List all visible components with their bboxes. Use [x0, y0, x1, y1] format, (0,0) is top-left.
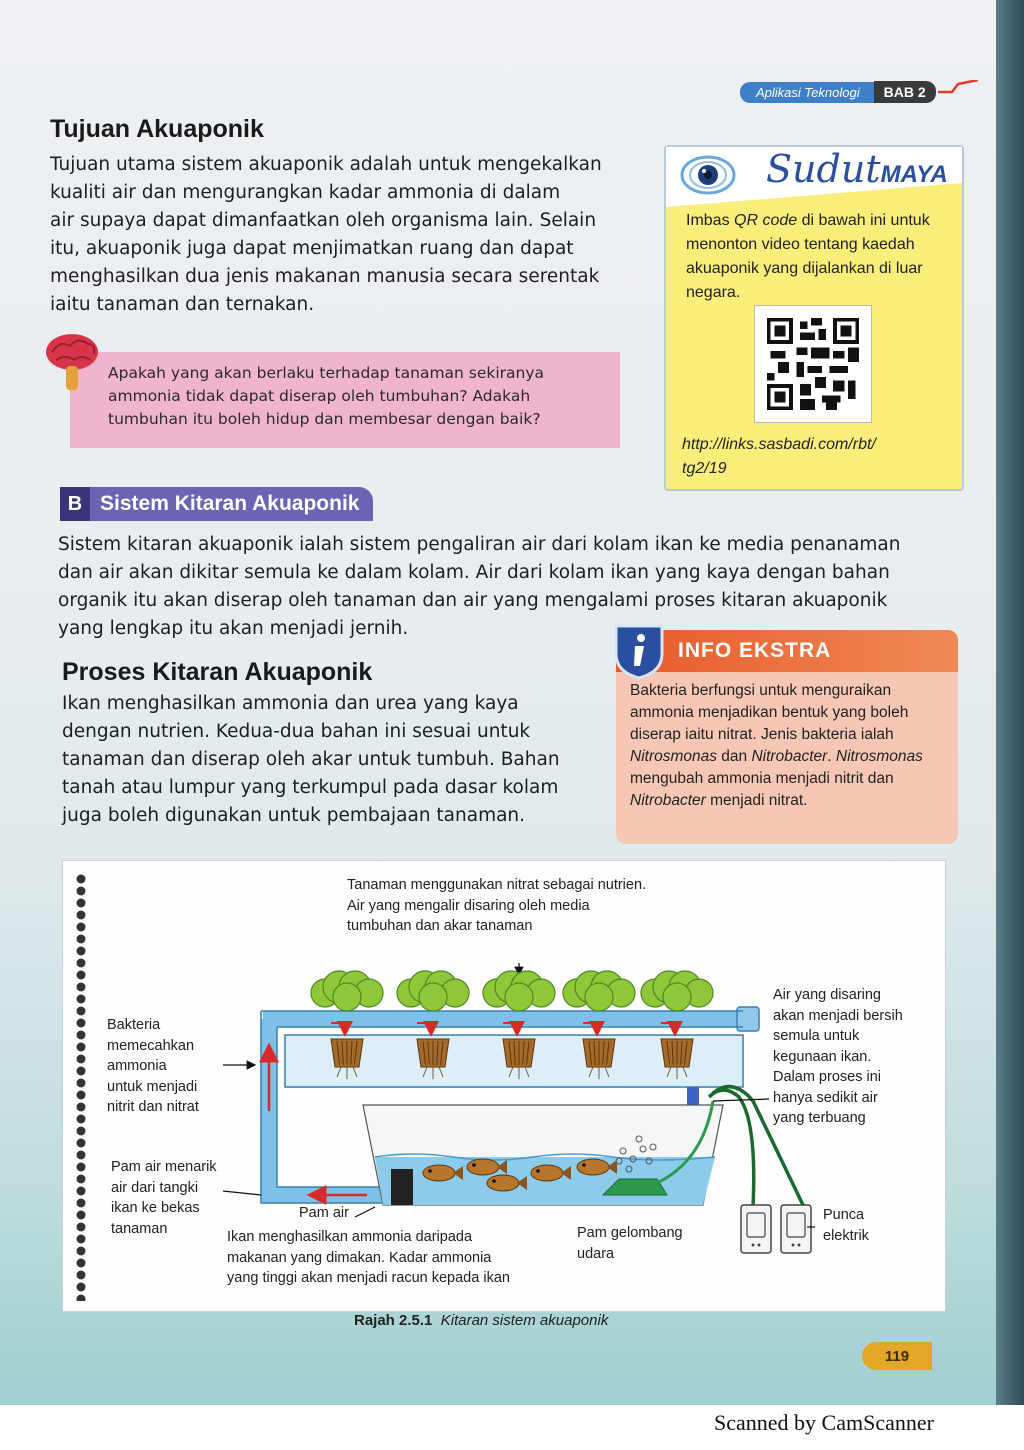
text-line: juga boleh digunakan untuk pembajaan tanaman.	[62, 805, 526, 826]
info-ekstra-text: Bakteria berfungsi untuk menguraikan ammonia menjadikan bentuk yang boleh diserap iaitu nitrat. Jenis bakteria ialah Nitrosmonas dan Nitrobacter. Nitrosmonas mengubah ammonia menjadi nitrit dan Nitrobacter menjadi nitrat.	[630, 682, 923, 809]
eye-icon	[680, 151, 736, 199]
tujuan-title: Tujuan Akuaponik	[50, 115, 264, 143]
chapter-tag	[740, 80, 978, 104]
book-edge	[996, 0, 1024, 1405]
brain-icon	[42, 330, 106, 394]
label-bakteria: Bakteria memecahkan ammonia untuk menjadi nitrit dan nitrat	[107, 1017, 199, 1115]
sudut-maya-title	[766, 147, 948, 191]
info-icon	[608, 620, 670, 682]
sistem-paragraph	[58, 531, 938, 643]
label-air-disaring: Air yang disaring akan menjadi bersih semula untuk kegunaan ikan. Dalam proses ini hanya sedikit air yang terbuang	[773, 987, 903, 1126]
app-label: Aplikasi Teknologi	[740, 82, 874, 103]
info-ekstra-box	[616, 630, 958, 844]
text-line: dengan nutrien. Kedua-dua bahan ini sesuai untuk	[62, 721, 531, 742]
power-socket	[741, 1205, 771, 1253]
info-ekstra-title: INFO EKSTRA	[678, 639, 832, 662]
label-nitrat: Tanaman menggunakan nitrat sebagai nutrien. Air yang mengalir disaring oleh media tumbuhan dan akar tanaman	[347, 877, 647, 934]
text-line: tanah atau lumpur yang terkumpul pada dasar kolam	[62, 777, 559, 798]
figure-caption: Rajah 2.5.1 Kitaran sistem akuaponik	[354, 1312, 609, 1329]
qr-code-icon	[767, 318, 859, 410]
text-line: organik itu akan diserap oleh tanaman dan air yang mengalami proses kitaran akuaponik	[58, 590, 888, 611]
text-line: dan air akan dikitar semula ke dalam kolam. Air dari kolam ikan yang kaya dengan bahan	[58, 562, 890, 583]
text-line: yang lengkap itu akan menjadi jernih.	[58, 618, 409, 639]
text-line: iaitu tanaman dan ternakan.	[50, 294, 315, 315]
text-line: tanaman dan diserap oleh akar untuk tumbuh. Bahan	[62, 749, 560, 770]
tujuan-paragraph	[50, 151, 640, 319]
water-pump	[391, 1169, 413, 1205]
section-b-heading	[60, 487, 373, 521]
question-box	[70, 352, 620, 448]
question-line: ammonia tidak dapat diserap oleh tumbuhan? Adakah	[108, 387, 531, 405]
label-ikan: Ikan menghasilkan ammonia daripada makanan yang dimakan. Kadar ammonia yang tinggi akan menjadi racun kepada ikan	[227, 1229, 510, 1286]
red-line-icon	[938, 80, 978, 104]
label-pam-gelombang: Pam gelombang udara	[577, 1225, 683, 1262]
question-line: tumbuhan itu boleh hidup dan membesar dengan baik?	[108, 410, 541, 428]
sudut-maya-link[interactable]: http://links.sasbadi.com/rbt/ tg2/19	[682, 436, 876, 477]
text-line: Sistem kitaran akuaponik ialah sistem pengaliran air dari kolam ikan ke media penanaman	[58, 534, 901, 555]
section-title: Sistem Kitaran Akuaponik	[90, 487, 373, 521]
maya-word: MAYA	[880, 161, 948, 188]
scanner-watermark: Scanned by CamScanner	[714, 1410, 934, 1435]
label-pam-air: Pam air	[299, 1205, 349, 1221]
text-line: kualiti air dan mengurangkan kadar ammonia di dalam	[50, 182, 561, 203]
proses-title: Proses Kitaran Akuaponik	[62, 658, 373, 686]
text-line: Tujuan utama sistem akuaponik adalah untuk mengekalkan	[50, 154, 602, 175]
proses-paragraph	[62, 690, 602, 830]
text-line: menghasilkan dua jenis makanan manusia secara serentak	[50, 266, 600, 287]
sudut-maya-text: Imbas QR code di bawah ini untuk menonton video tentang kaedah akuaponik yang dijalankan di luar negara.	[686, 212, 930, 301]
label-pam-air-menarik: Pam air menarik air dari tangki ikan ke bekas tanaman	[111, 1159, 217, 1237]
chapter-label: BAB 2	[874, 81, 936, 103]
power-socket	[781, 1205, 811, 1253]
label-punca-elektrik: Punca elektrik	[823, 1207, 869, 1244]
page-number: 119	[862, 1342, 932, 1370]
question-line: Apakah yang akan berlaku terhadap tanaman sekiranya	[108, 364, 545, 382]
text-line: itu, akuaponik juga dapat menjimatkan ruang dan dapat	[50, 238, 574, 259]
text-line: Ikan menghasilkan ammonia dan urea yang kaya	[62, 693, 519, 714]
sudut-maya-box	[664, 145, 964, 491]
sudut-word: Sudut	[766, 147, 881, 191]
aquaponics-diagram	[62, 860, 946, 1312]
section-letter: B	[60, 487, 90, 521]
qr-code[interactable]	[754, 305, 872, 423]
text-line: air supaya dapat dimanfaatkan oleh organisma lain. Selain	[50, 210, 597, 231]
